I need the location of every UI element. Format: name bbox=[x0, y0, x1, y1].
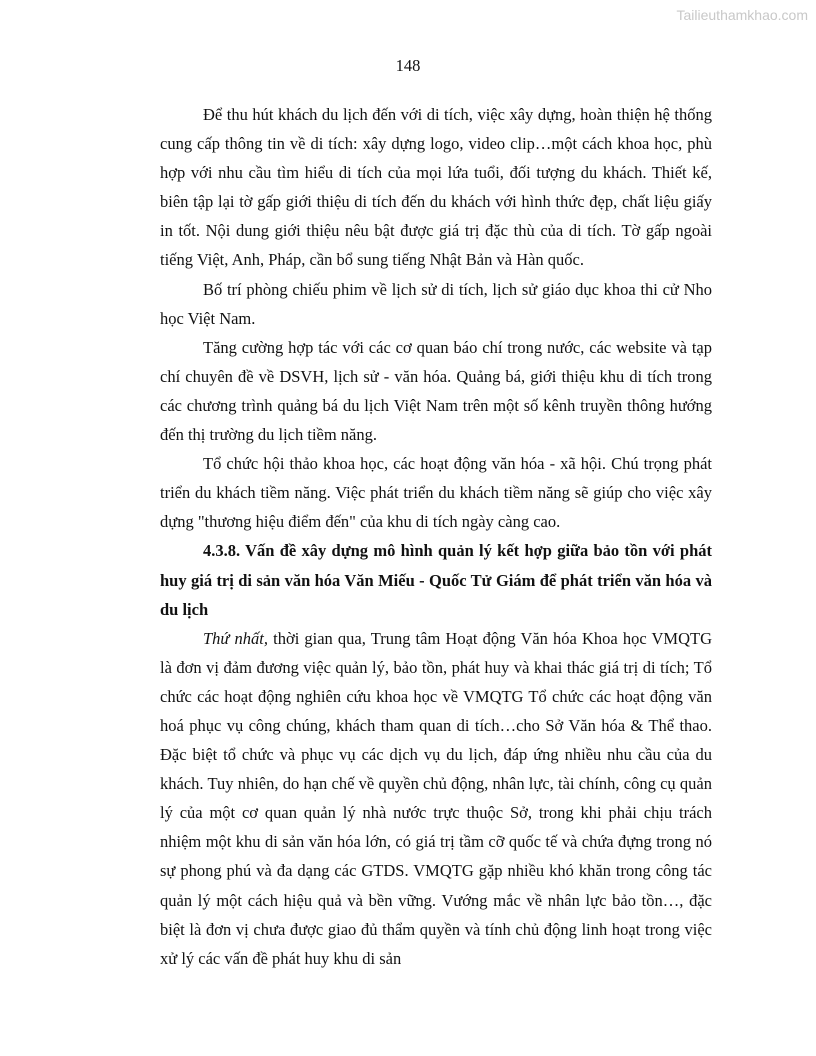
paragraph: Để thu hút khách du lịch đến với di tích, việc xây dựng, hoàn thiện hệ thống cung cấp thông tin về di tích: xây dựng logo, video clip…một cách khoa học, phù hợp với nhu cầu tìm hiểu di tích của mọi lứa tuổi, đối tượng du khách. Thiết kế, biên tập lại tờ gấp giới thiệu di tích đến du khách với hình thức đẹp, chất liệu giấy in tốt. Nội dung giới thiệu nêu bật được giá trị đặc thù của di tích. Tờ gấp ngoài tiếng Việt, Anh, Pháp, cần bổ sung tiếng Nhật Bản và Hàn quốc. bbox=[160, 105, 712, 270]
watermark: Tailieuthamkhao.com bbox=[676, 7, 808, 23]
paragraph bbox=[160, 624, 712, 973]
document-body bbox=[160, 100, 712, 973]
paragraph: Bố trí phòng chiếu phim về lịch sử di tích, lịch sử giáo dục khoa thi cử Nho học Việt Nam. bbox=[160, 279, 712, 328]
paragraph: Tổ chức hội thảo khoa học, các hoạt động văn hóa - xã hội. Chú trọng phát triển du khách tiềm năng. Việc phát triển du khách tiềm năng sẽ giúp cho việc xây dựng "thương hiệu điểm đến" của khu di tích ngày càng cao. bbox=[160, 454, 712, 532]
paragraph: Tăng cường hợp tác với các cơ quan báo chí trong nước, các website và tạp chí chuyên đề về DSVH, lịch sử - văn hóa. Quảng bá, giới thiệu khu di tích trong các chương trình quảng bá du lịch Việt Nam trên một số kênh truyền thông hướng đến thị trường du lịch tiềm năng. bbox=[160, 337, 712, 445]
paragraph-lead: Thứ nhất, bbox=[203, 628, 269, 648]
paragraph-body: thời gian qua, Trung tâm Hoạt động Văn hóa Khoa học VMQTG là đơn vị đảm đương việc quản lý, bảo tồn, phát huy và khai thác giá trị di tích; Tổ chức các hoạt động nghiên cứu khoa học về VMQTG Tổ chức các hoạt động văn hoá phục vụ công chúng, khách tham quan di tích…cho Sở Văn hóa & Thể thao. Đặc biệt tổ chức và phục vụ các dịch vụ du lịch, đáp ứng nhiều nhu cầu của du khách. Tuy nhiên, do hạn chế về quyền chủ động, nhân lực, tài chính, công cụ quản lý của một cơ quan quản lý nhà nước trực thuộc Sở, trong khi phải chịu trách nhiệm một khu di sản văn hóa lớn, có giá trị tầm cỡ quốc tế và chứa đựng trong nó sự phong phú và đa dạng các GTDS. VMQTG gặp nhiều khó khăn trong công tác quản lý một cách hiệu quả và bền vững. Vướng mắc về nhân lực bảo tồn…, đặc biệt là đơn vị chưa được giao đủ thẩm quyền và tính chủ động linh hoạt trong việc xử lý các vấn đề phát huy khu di sản bbox=[160, 628, 712, 968]
section-heading: 4.3.8. Vấn đề xây dựng mô hình quản lý kết hợp giữa bảo tồn với phát huy giá trị di sản văn hóa Văn Miếu - Quốc Tử Giám để phát triển văn hóa và du lịch bbox=[160, 541, 712, 619]
page-number: 148 bbox=[395, 56, 421, 75]
